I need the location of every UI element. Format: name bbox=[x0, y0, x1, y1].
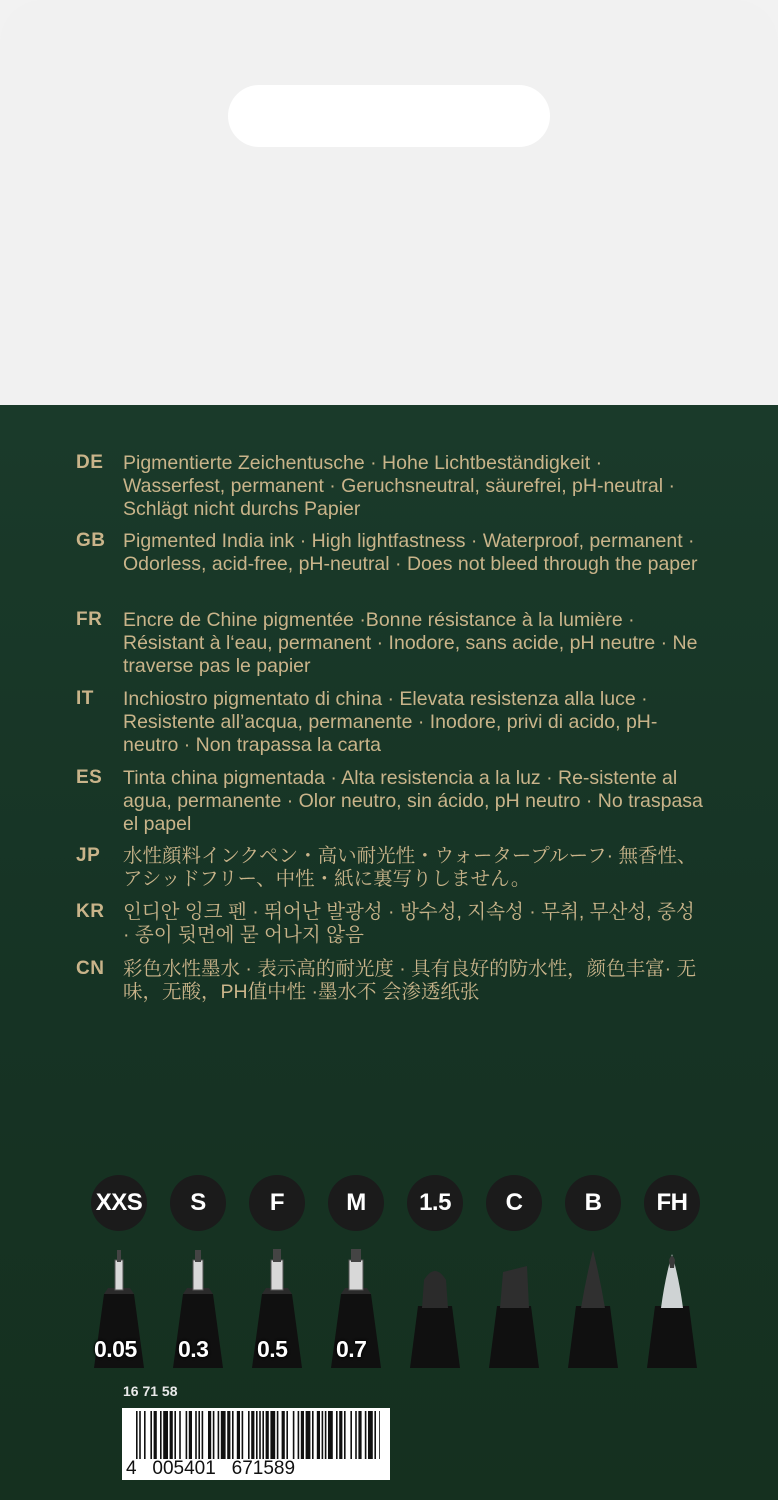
size-badge-xxs: XXS bbox=[91, 1175, 147, 1231]
barcode-digits: 4 005401 671589 bbox=[126, 1458, 296, 1479]
nib-size-label: 0.05 bbox=[94, 1336, 137, 1362]
language-text: 彩色水性墨水 · 表示高的耐光度 · 具有良好的防水性，颜色丰富· 无味，无酸，PH值中性 ·墨水不 会渗透纸张 bbox=[123, 958, 697, 1004]
nib-size-label: 0.7 bbox=[336, 1336, 367, 1362]
size-badge-fh: FH bbox=[644, 1175, 700, 1231]
nib-size-label: 0.5 bbox=[257, 1336, 288, 1362]
hang-hole bbox=[228, 85, 550, 147]
pen-tip-brush-icon bbox=[566, 1248, 620, 1370]
language-code: CN bbox=[76, 958, 105, 979]
size-badge-f: F bbox=[249, 1175, 305, 1231]
language-code: ES bbox=[76, 767, 103, 788]
language-code: DE bbox=[76, 452, 104, 473]
nib-size-label: 0.3 bbox=[178, 1336, 209, 1362]
article-number: 16 71 58 bbox=[123, 1383, 178, 1399]
language-code: KR bbox=[76, 901, 105, 922]
size-badge-m: M bbox=[328, 1175, 384, 1231]
pen-tip-felt-brush-icon bbox=[645, 1248, 699, 1370]
barcode bbox=[122, 1408, 390, 1480]
language-text: 水性顔料インクペン・高い耐光性・ウォータープルーフ· 無香性、アシッドフリー、中性・紙に裏写りしません。 bbox=[123, 845, 697, 891]
size-badge-1-5: 1.5 bbox=[407, 1175, 463, 1231]
language-text: 인디안 잉크 펜 · 뛰어난 발광성 · 방수성, 지속성 · 무취, 무산성, 중성 · 종이 뒷면에 묻 어나지 않음 bbox=[123, 901, 695, 947]
language-text: Tinta china pigmentada · Alta resistencia a la luz · Re-sistente al agua, permanente · Olor neutro, sin ácido, pH neutro · No traspasa el papel bbox=[123, 767, 703, 836]
language-code: FR bbox=[76, 609, 103, 630]
hang-tab bbox=[0, 0, 778, 405]
language-text: Pigmented India ink · High lightfastness · Waterproof, permanent · Odorless, acid-free, pH-neutral · Does not bleed through the paper bbox=[123, 530, 698, 576]
size-badge-b: B bbox=[565, 1175, 621, 1231]
size-badge-c: C bbox=[486, 1175, 542, 1231]
language-code: IT bbox=[76, 688, 94, 709]
language-text: Inchiostro pigmentato di china · Elevata resistenza alla luce · Resistente all’acqua, permanente · Inodore, privi di acido, pH-neutro · Non trapassa la carta bbox=[123, 688, 658, 757]
language-code: GB bbox=[76, 530, 106, 551]
barcode-bars-icon bbox=[136, 1411, 380, 1459]
language-code: JP bbox=[76, 845, 101, 866]
pen-tip-bullet-icon bbox=[408, 1248, 462, 1370]
size-badge-s: S bbox=[170, 1175, 226, 1231]
language-text: Pigmentierte Zeichentusche · Hohe Lichtbeständigkeit · Wasserfest, permanent · Geruchsneutral, säurefrei, pH-neutral · Schlägt nicht durchs Papier bbox=[123, 452, 675, 521]
pen-tip-chisel-icon bbox=[487, 1248, 541, 1370]
language-text: Encre de Chine pigmentée ·Bonne résistance à la lumière · Résistant à l‘eau, permanent · Inodore, sans acide, pH neutre · Ne traverse pas le papier bbox=[123, 609, 698, 678]
